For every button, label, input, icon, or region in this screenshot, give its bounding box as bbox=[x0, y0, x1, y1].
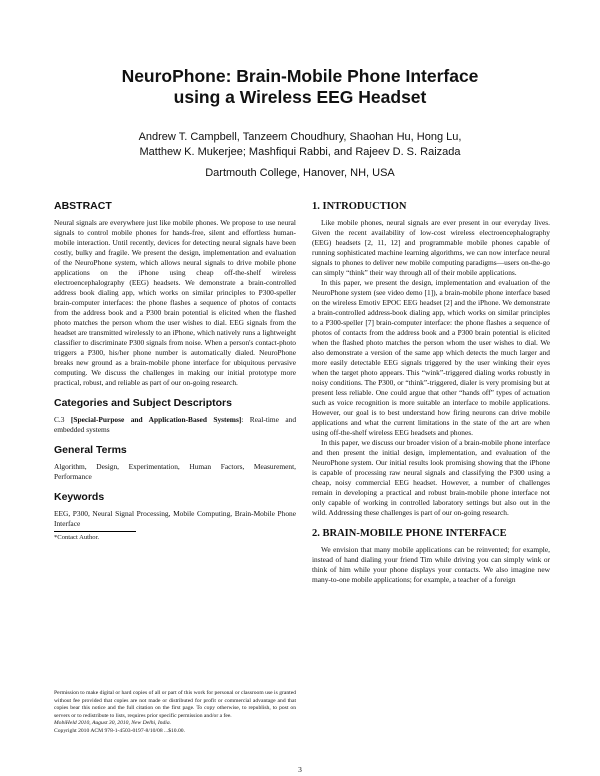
venue-line: MobiHeld 2010, August 30, 2010, New Delhi, India. bbox=[54, 720, 172, 727]
authors-line-2: Matthew K. Mukerjee; Mashfiqui Rabbi, and Rajeev D. S. Raizada bbox=[139, 146, 461, 158]
categories-code: C.3 bbox=[54, 415, 71, 424]
paper-title bbox=[0, 66, 600, 108]
intro-paragraph-2: In this paper, we present the design, implementation and evaluation of the NeuroPhone system (see video demo [1]), a brain-mobile phone interface based on the wireless Emotiv EPOC EEG headset [2] and the iPhone. We demonstrate a brain-controlled address-book dialing app, which works on similar principles to a P300-speller [7] brain-computer interface: the phone flashes a sequence of photos of contacts from the address book and a P300 brain potential is elicited when the flashed photo matches the person whom the user wishes to dial. We also demonstrate a version of the same app which detects the much larger and more easily detectable EEG signals triggered by the user winking their eyes when the target photo appears. This “wink”-triggered dialing works robustly in noisy conditions. The P300, or “think”-triggered, dialer is very promising but at present less reliable. One could argue that other “hands off” types of actuation such as voice recognition is more suitable an interface to mobile applications. However, our goal is to best understand how firing neurons can drive mobile applications and what the current limitations in the state of the art are when using off-the-shelf wireless EEG headsets and phones. bbox=[312, 278, 550, 437]
page-number: 3 bbox=[298, 765, 302, 774]
abstract-text: Neural signals are everywhere just like mobile phones. We propose to use neural signals to control mobile phones for hands-free, silent and effortless human-mobile interaction. Until recently, devices for detecting neural signals have been costly, bulky and fragile. We present the design, implementation and evaluation of the NeuroPhone system, which allows neural signals to drive mobile phone applications on the iPhone using cheap off-the-shelf wireless electroencephalography (EEG) headsets. We demonstrate a brain-controlled address book dialing app, which works on similar principles to P300-speller brain-computer interfaces: the phone flashes a sequence of photos of contacts from the address book and a P300 brain potential is elicited when the flashed photo matches the person whom the user wishes to dial. EEG signals from the headset are transmitted wirelessly to an iPhone, which natively runs a lightweight classifier to discriminate P300 signals from noise. When a person's contact-photo triggers a P300, his/her phone number is automatically dialed. NeuroPhone breaks new ground as a brain-mobile phone interface for ubiquitous pervasive computing. We discuss the challenges in making our initial prototype more practical, robust, and reliable as part of our on-going research. bbox=[54, 218, 296, 387]
footnote-rule bbox=[54, 531, 136, 532]
general-terms-heading: General Terms bbox=[54, 444, 127, 456]
intro-heading: 1. INTRODUCTION bbox=[312, 201, 407, 212]
section2-paragraph-1: We envision that many mobile applications can be reinvented; for example, instead of hand dialing your friend Tim while driving you can simply wink or think of him while your phone displays your contacts. We also imagine new many-to-one mobile applications; for example, a teacher of a foreign bbox=[312, 545, 550, 584]
intro-paragraph-3: In this paper, we discuss our broader vision of a brain-mobile phone interface and then present the initial design, implementation, and evaluation of the NeuroPhone system. Our initial results look promising showing that the iPhone is capable of processing raw neural signals and classifying the P300 using a cheap, noisy commercial EEG headset. However, a number of challenges remain in developing a practical and robust brain-mobile phone interface not only capable of working in controlled laboratory settings but also out in the wild. Addressing these challenges is part of our on-going research. bbox=[312, 438, 550, 517]
keywords-heading: Keywords bbox=[54, 491, 105, 503]
author-list bbox=[0, 130, 600, 160]
section2-heading: 2. BRAIN-MOBILE PHONE INTERFACE bbox=[312, 528, 507, 539]
categories-rest: : Real-time and embedded systems bbox=[54, 415, 297, 434]
affiliation: Dartmouth College, Hanover, NH, USA bbox=[205, 167, 395, 179]
permission-text: Permission to make digital or hard copies of all or part of this work for personal or classroom use is granted without fee provided that copies are not made or distributed for profit or commercial advantage and that copies bear this notice and the full citation on the first page. To copy otherwise, to republish, to post on servers or to redistribute to lists, requires prior specific permission and/or a fee. bbox=[54, 690, 296, 719]
keywords-text: EEG, P300, Neural Signal Processing, Mobile Computing, Brain-Mobile Phone Interface bbox=[54, 509, 296, 528]
categories-heading: Categories and Subject Descriptors bbox=[54, 397, 232, 409]
intro-paragraph-1: Like mobile phones, neural signals are ever present in our everyday lives. Given the recent availability of low-cost wireless electroencephalography (EEG) headsets [2, 11, 12] and programmable mobile phones capable of running sophisticated machine learning algorithms, we can now interface neural signals to phones to deliver new mobile computing paradigms—users on-the-go can simply “think” their way through all of their mobile applications. bbox=[312, 218, 550, 277]
authors-line-1: Andrew T. Campbell, Tanzeem Choudhury, Shaohan Hu, Hong Lu, bbox=[138, 131, 462, 143]
left-column bbox=[54, 200, 296, 542]
right-column bbox=[312, 200, 550, 585]
footnote: *Contact Author. bbox=[54, 534, 100, 541]
categories-text bbox=[54, 415, 296, 435]
general-terms-text: Algorithm, Design, Experimentation, Human Factors, Measurement, Performance bbox=[54, 462, 296, 481]
abstract-heading: ABSTRACT bbox=[54, 200, 112, 212]
categories-bold: [Special-Purpose and Application-Based Systems] bbox=[70, 415, 242, 424]
title-line-1: NeuroPhone: Brain-Mobile Phone Interface bbox=[121, 66, 479, 86]
copyright-line: Copyright 2010 ACM 978-1-4503-0197-8/10/08 ...$10.00. bbox=[54, 727, 185, 734]
title-line-2: using a Wireless EEG Headset bbox=[173, 87, 427, 107]
permission-notice bbox=[54, 690, 296, 736]
